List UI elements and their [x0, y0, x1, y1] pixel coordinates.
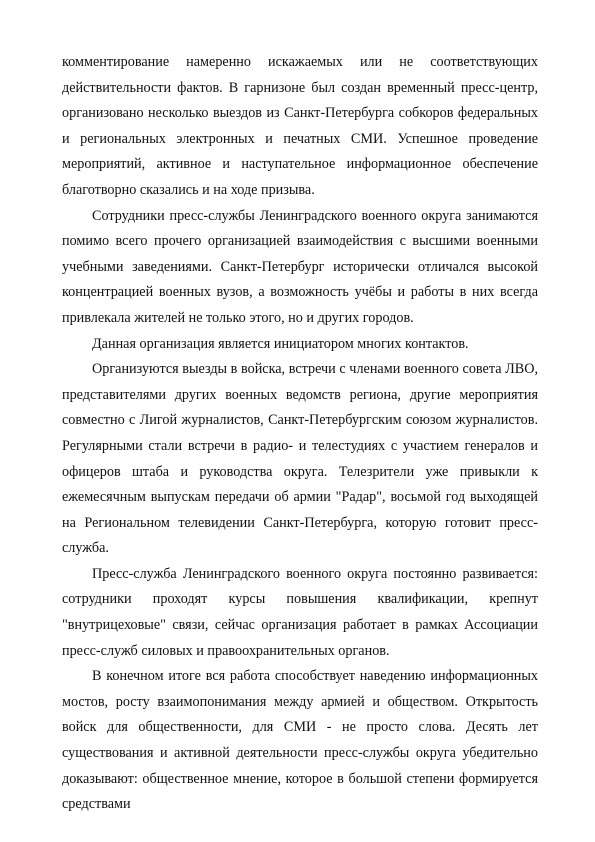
paragraph-3: Данная организация является инициатором многих контактов.	[92, 335, 469, 352]
paragraph-4: Организуются выезды в войска, встречи с членами военного совета ЛВО, представителями других военных ведомств региона, другие мероприятия совместно с Лигой журналистов, Санкт-Петербургским союзом журналистов. Регулярными стали встречи в радио- и телестудиях с участием генералов и офицеров штаба и руководства округа. Телезрители уже привыкли к ежемесячным выпускам передачи об армии "Радар", восьмой год выходящей на Региональном телевидении Санкт-Петербурга, которую готовит пресс-служба.	[62, 361, 538, 557]
paragraph-6: В конечном итоге вся работа способствует наведению информационных мостов, росту взаимопонимания между армией и обществом. Открытость войск для общественности, для СМИ - не просто слова. Десять лет существования и активной деятельности пресс-службы округа убедительно доказывают: общественное мнение, которое в большой степени формируется средствами	[62, 668, 538, 813]
paragraph-5: Пресс-служба Ленинградского военного округа постоянно развивается: сотрудники проходят курсы повышения квалификации, крепнут "внутрицеховые" связи, сейчас организация работает в рамках Ассоциации пресс-служб силовых и правоохранительных органов.	[62, 565, 538, 659]
paragraph-2: Сотрудники пресс-службы Ленинградского военного округа занимаются помимо всего прочего организацией взаимодействия с высшими военными учебными заведениями. Санкт-Петербург исторически отличался высокой концентрацией военных вузов, а возможность учёбы и работы в них всегда привлекала жителей не только этого, но и других городов.	[62, 207, 538, 326]
paragraph-1: комментирование намеренно искажаемых или не соответствующих действительности фактов. В гарнизоне был создан временный пресс-центр, организовано несколько выездов из Санкт-Петербурга собкоров федеральных и региональных электронных и печатных СМИ. Успешное проведение мероприятий, активное и наступательное информационное обеспечение благотворно сказались и на ходе призыва.	[62, 54, 538, 198]
document-page	[62, 50, 538, 818]
